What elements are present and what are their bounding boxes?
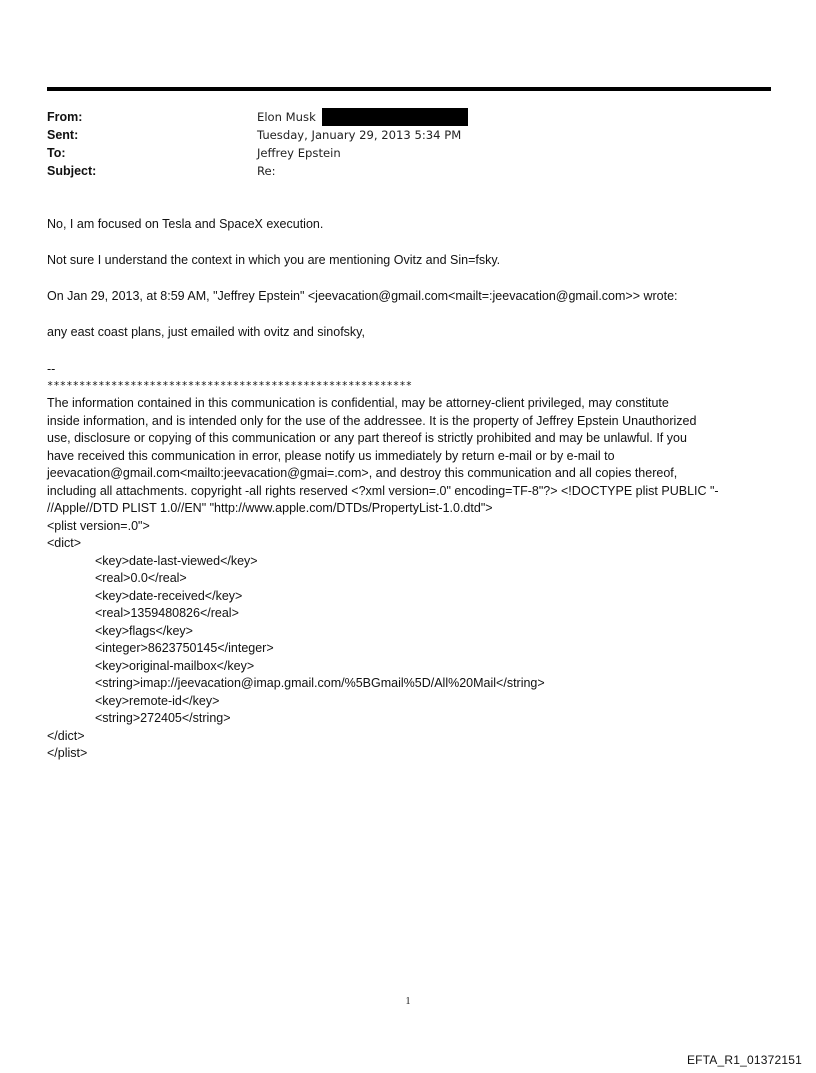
dict-item: <string>imap://jeevacation@imap.gmail.com/%5BGmail%5D/All%20Mail</string> — [95, 676, 545, 690]
page-number: 1 — [405, 996, 411, 1007]
disclaimer-line: jeevacation@gmail.com<mailto:jeevacation@gmai=.com>, and destroy this communication and all copies thereof, — [47, 466, 678, 480]
plist-close: </plist> — [47, 746, 88, 760]
dict-item: <string>272405</string> — [95, 711, 231, 725]
dict-item: <key>remote-id</key> — [95, 693, 220, 708]
redaction-block — [322, 108, 468, 126]
from-value — [257, 108, 468, 126]
disclaimer-line: have received this communication in error, please notify us immediately by return e-mail or by e-mail to — [47, 448, 615, 463]
to-row — [47, 144, 767, 162]
document-id: EFTA_R1_01372151 — [686, 1053, 802, 1067]
email-header — [47, 108, 767, 180]
disclaimer-line: including all attachments. copyright -all rights reserved <?xml version=.0" encoding=TF-8"?> <!DOCTYPE plist PUBLIC "- — [47, 483, 719, 498]
body-line-quoted: any east coast plans, just emailed with ovitz and sinofsky, — [47, 325, 365, 339]
disclaimer-line: The information contained in this communication is confidential, may be attorney-client privileged, may constitute — [47, 396, 669, 410]
from-name: Elon Musk — [257, 110, 316, 124]
signature-stars: ********************************************************* — [47, 380, 413, 392]
dict-item: <real>0.0</real> — [95, 571, 187, 585]
dict-item: <real>1359480826</real> — [95, 606, 239, 620]
disclaimer-line: inside information, and is intended only for the use of the addressee. It is the property of Jeffrey Epstein Unauthorized — [47, 413, 697, 428]
subject-label: Subject: — [47, 164, 97, 178]
disclaimer-block — [47, 395, 765, 763]
to-label: To: — [47, 146, 66, 160]
plist-open: <plist version=.0"> — [47, 518, 150, 533]
dict-item: <key>original-mailbox</key> — [95, 658, 255, 673]
dict-item: <key>date-received</key> — [95, 588, 243, 603]
signature-dashes: -- — [47, 362, 56, 376]
body-line-reply: No, I am focused on Tesla and SpaceX execution. — [47, 217, 324, 231]
from-label: From: — [47, 110, 83, 124]
body-line-quote-header: On Jan 29, 2013, at 8:59 AM, "Jeffrey Epstein" <jeevacation@gmail.com<mailt=:jeevacation@gmail.com>> wrote: — [47, 289, 678, 303]
body-line-context: Not sure I understand the context in which you are mentioning Ovitz and Sin=fsky. — [47, 253, 501, 267]
header-rule — [47, 87, 771, 91]
subject-row — [47, 162, 767, 180]
sent-value: Tuesday, January 29, 2013 5:34 PM — [257, 128, 462, 142]
sent-label: Sent: — [47, 128, 79, 142]
to-value: Jeffrey Epstein — [257, 146, 341, 160]
subject-value: Re: — [257, 164, 276, 178]
disclaimer-line: use, disclosure or copying of this communication or any part thereof is strictly prohibited and may be unlawful. If you — [47, 431, 687, 445]
dict-close: </dict> — [47, 728, 85, 743]
sent-row — [47, 126, 767, 144]
dict-open: <dict> — [47, 536, 82, 550]
disclaimer-line: //Apple//DTD PLIST 1.0//EN" "http://www.apple.com/DTDs/PropertyList-1.0.dtd"> — [47, 501, 493, 515]
dict-item: <key>flags</key> — [95, 623, 193, 638]
dict-item: <integer>8623750145</integer> — [95, 641, 274, 655]
dict-item: <key>date-last-viewed</key> — [95, 553, 258, 568]
from-row — [47, 108, 767, 126]
